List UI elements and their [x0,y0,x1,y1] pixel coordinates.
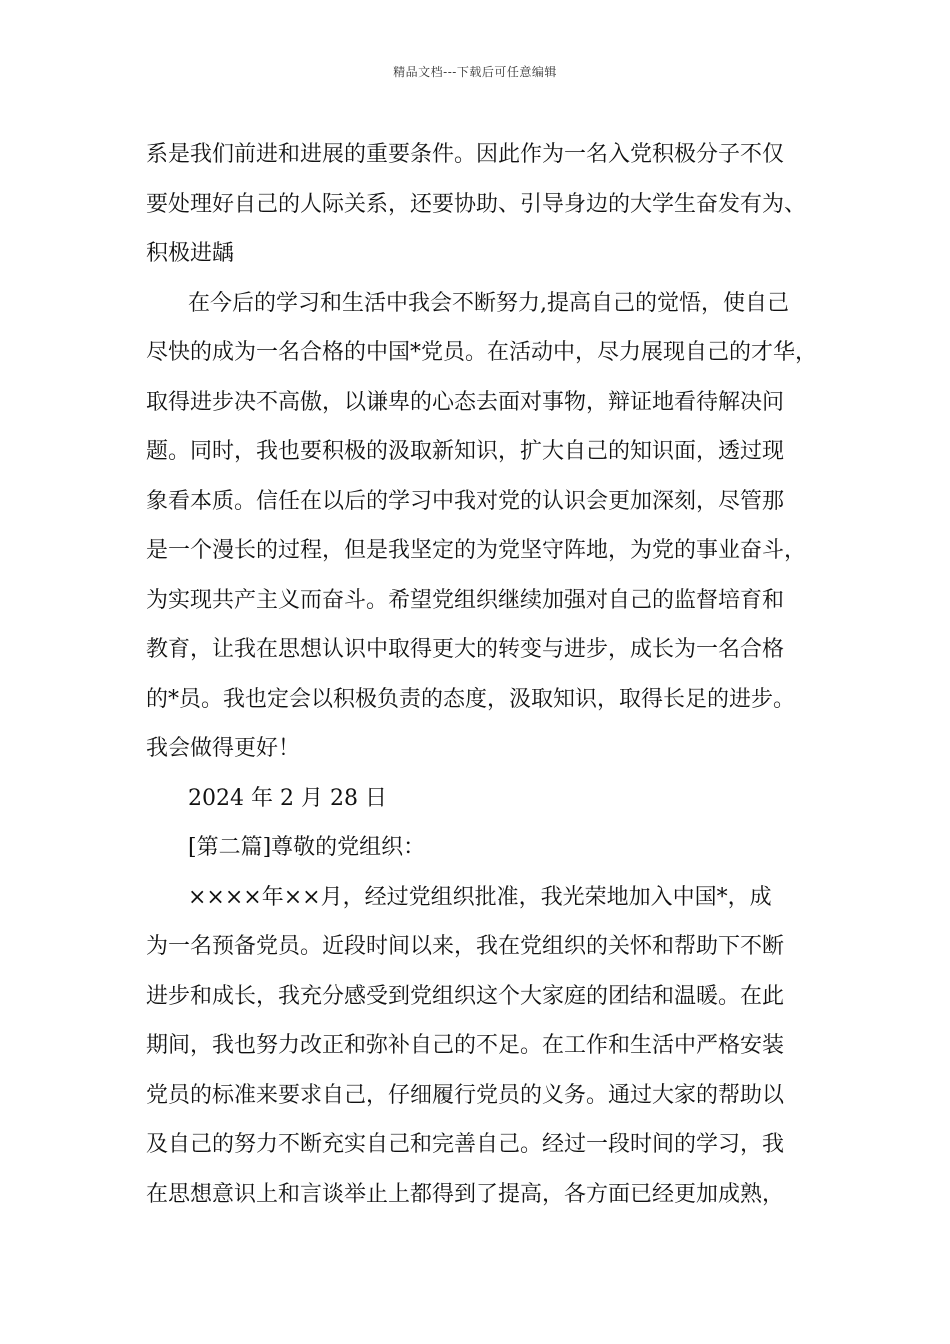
text-line: 期间，我也努力改正和弥补自己的不足。在工作和生活中严格安装 [146,1033,785,1058]
text-line: 教育，让我在思想认识中取得更大的转变与进步，成长为一名合格 [146,637,785,662]
text-line: ××××年××月，经过党组织批准，我光荣地加入中国*，成 [188,884,772,910]
text-line: 是一个漫长的过程，但是我坚定的为党坚守阵地，为党的事业奋斗， [146,538,807,563]
text-line: 题。同时，我也要积极的汲取新知识，扩大自己的知识面，透过现 [146,439,785,464]
text-line: 我会做得更好！ [146,736,301,761]
text-line: 为实现共产主义而奋斗。希望党组织继续加强对自己的监督培育和 [146,587,785,613]
page-header: 精品文档---下载后可任意编辑 [393,65,557,79]
text-line: 积极进龋 [146,241,235,266]
text-line: 在思想意识上和言谈举止上都得到了提高，各方面已经更加成熟， [146,1181,785,1207]
text-line: 2024 年 2 月 28 日 [188,785,387,811]
text-line: 系是我们前进和进展的重要条件。因此作为一名入党积极分子不仅 [146,142,785,167]
text-line: 象看本质。信任在以后的学习中我对党的认识会更加深刻，尽管那 [146,488,785,514]
text-line: [第二篇]尊敬的党组织： [188,835,426,860]
text-line: 的*员。我也定会以积极负责的态度，汲取知识，取得长足的进步。 [146,686,796,712]
text-line: 及自己的努力不断充实自己和完善自己。经过一段时间的学习，我 [146,1132,785,1157]
document-body [146,130,826,1219]
text-line: 为一名预备党员。近段时间以来，我在党组织的关怀和帮助下不断 [146,934,785,959]
text-line: 取得进步决不高傲，以谦卑的心态去面对事物，辩证地看待解决问 [146,389,785,415]
text-line: 尽快的成为一名合格的中国*党员。在活动中，尽力展现自己的才华， [146,340,818,365]
text-line: 进步和成长，我充分感受到党组织这个大家庭的团结和温暖。在此 [146,983,785,1009]
text-line: 要处理好自己的人际关系，还要协助、引导身边的大学生奋发有为、 [146,191,807,217]
text-line: 在今后的学习和生活中我会不断努力,提高自己的觉悟，使自己 [188,290,789,316]
text-line: 党员的标准来要求自己，仔细履行党员的义务。通过大家的帮助以 [146,1082,785,1108]
